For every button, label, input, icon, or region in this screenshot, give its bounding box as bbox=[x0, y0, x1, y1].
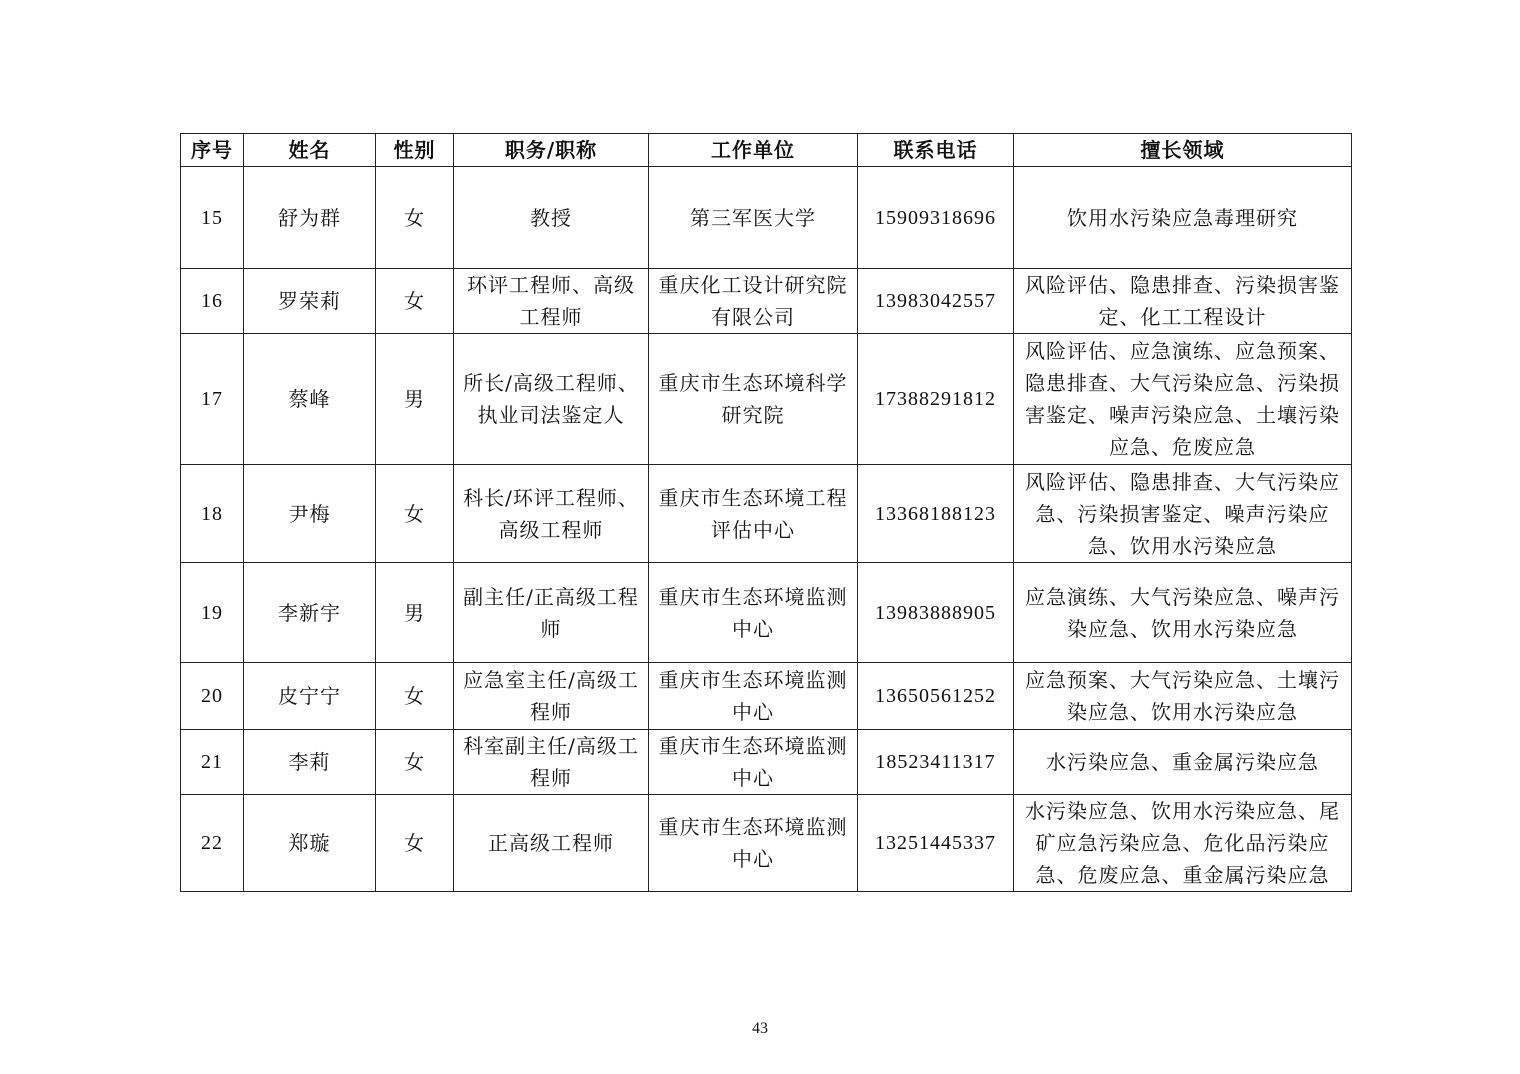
cell-unit: 重庆市生态环境监测中心 bbox=[649, 795, 858, 892]
cell-phone: 13983042557 bbox=[858, 269, 1014, 334]
cell-unit: 重庆市生态环境工程评估中心 bbox=[649, 465, 858, 563]
cell-gender: 男 bbox=[376, 563, 454, 663]
cell-title: 副主任/正高级工程师 bbox=[454, 563, 649, 663]
table-row bbox=[181, 269, 1352, 334]
cell-phone: 13983888905 bbox=[858, 563, 1014, 663]
cell-phone: 18523411317 bbox=[858, 730, 1014, 795]
cell-title: 科室副主任/高级工程师 bbox=[454, 730, 649, 795]
cell-gender: 女 bbox=[376, 465, 454, 563]
cell-name: 蔡峰 bbox=[244, 334, 376, 465]
expert-table bbox=[180, 133, 1352, 892]
table-row bbox=[181, 795, 1352, 892]
cell-phone: 15909318696 bbox=[858, 167, 1014, 269]
table-row bbox=[181, 730, 1352, 795]
cell-gender: 女 bbox=[376, 269, 454, 334]
cell-field: 水污染应急、饮用水污染应急、尾矿应急污染应急、危化品污染应急、危废应急、重金属污染应急 bbox=[1014, 795, 1352, 892]
cell-gender: 女 bbox=[376, 663, 454, 730]
table-row bbox=[181, 167, 1352, 269]
cell-no: 19 bbox=[181, 563, 244, 663]
cell-no: 17 bbox=[181, 334, 244, 465]
table-row bbox=[181, 334, 1352, 465]
cell-unit: 重庆化工设计研究院有限公司 bbox=[649, 269, 858, 334]
header-field: 擅长领域 bbox=[1014, 134, 1352, 167]
cell-unit: 重庆市生态环境科学研究院 bbox=[649, 334, 858, 465]
cell-gender: 女 bbox=[376, 167, 454, 269]
cell-field: 应急演练、大气污染应急、噪声污染应急、饮用水污染应急 bbox=[1014, 563, 1352, 663]
cell-name: 罗荣莉 bbox=[244, 269, 376, 334]
cell-no: 16 bbox=[181, 269, 244, 334]
cell-title: 所长/高级工程师、执业司法鉴定人 bbox=[454, 334, 649, 465]
cell-title: 科长/环评工程师、高级工程师 bbox=[454, 465, 649, 563]
cell-unit: 重庆市生态环境监测中心 bbox=[649, 563, 858, 663]
header-no: 序号 bbox=[181, 134, 244, 167]
cell-gender: 男 bbox=[376, 334, 454, 465]
cell-title: 正高级工程师 bbox=[454, 795, 649, 892]
cell-field: 风险评估、应急演练、应急预案、隐患排查、大气污染应急、污染损害鉴定、噪声污染应急、土壤污染应急、危废应急 bbox=[1014, 334, 1352, 465]
cell-no: 21 bbox=[181, 730, 244, 795]
cell-field: 风险评估、隐患排查、污染损害鉴定、化工工程设计 bbox=[1014, 269, 1352, 334]
page-number: 43 bbox=[752, 1020, 768, 1037]
cell-phone: 13650561252 bbox=[858, 663, 1014, 730]
cell-name: 尹梅 bbox=[244, 465, 376, 563]
cell-field: 饮用水污染应急毒理研究 bbox=[1014, 167, 1352, 269]
table-row bbox=[181, 465, 1352, 563]
cell-unit: 第三军医大学 bbox=[649, 167, 858, 269]
table-header-row bbox=[181, 134, 1352, 167]
cell-field: 风险评估、隐患排查、大气污染应急、污染损害鉴定、噪声污染应急、饮用水污染应急 bbox=[1014, 465, 1352, 563]
cell-phone: 13368188123 bbox=[858, 465, 1014, 563]
header-gender: 性别 bbox=[376, 134, 454, 167]
header-name: 姓名 bbox=[244, 134, 376, 167]
cell-no: 20 bbox=[181, 663, 244, 730]
table-row bbox=[181, 563, 1352, 663]
cell-name: 李莉 bbox=[244, 730, 376, 795]
cell-field: 水污染应急、重金属污染应急 bbox=[1014, 730, 1352, 795]
cell-name: 李新宇 bbox=[244, 563, 376, 663]
cell-phone: 17388291812 bbox=[858, 334, 1014, 465]
cell-name: 舒为群 bbox=[244, 167, 376, 269]
cell-title: 教授 bbox=[454, 167, 649, 269]
cell-title: 应急室主任/高级工程师 bbox=[454, 663, 649, 730]
cell-no: 22 bbox=[181, 795, 244, 892]
cell-phone: 13251445337 bbox=[858, 795, 1014, 892]
cell-no: 18 bbox=[181, 465, 244, 563]
cell-unit: 重庆市生态环境监测中心 bbox=[649, 730, 858, 795]
cell-name: 皮宁宁 bbox=[244, 663, 376, 730]
cell-field: 应急预案、大气污染应急、土壤污染应急、饮用水污染应急 bbox=[1014, 663, 1352, 730]
cell-title: 环评工程师、高级工程师 bbox=[454, 269, 649, 334]
header-unit: 工作单位 bbox=[649, 134, 858, 167]
cell-no: 15 bbox=[181, 167, 244, 269]
table-row bbox=[181, 663, 1352, 730]
cell-gender: 女 bbox=[376, 795, 454, 892]
header-phone: 联系电话 bbox=[858, 134, 1014, 167]
cell-gender: 女 bbox=[376, 730, 454, 795]
header-title: 职务/职称 bbox=[454, 134, 649, 167]
cell-unit: 重庆市生态环境监测中心 bbox=[649, 663, 858, 730]
cell-name: 郑璇 bbox=[244, 795, 376, 892]
